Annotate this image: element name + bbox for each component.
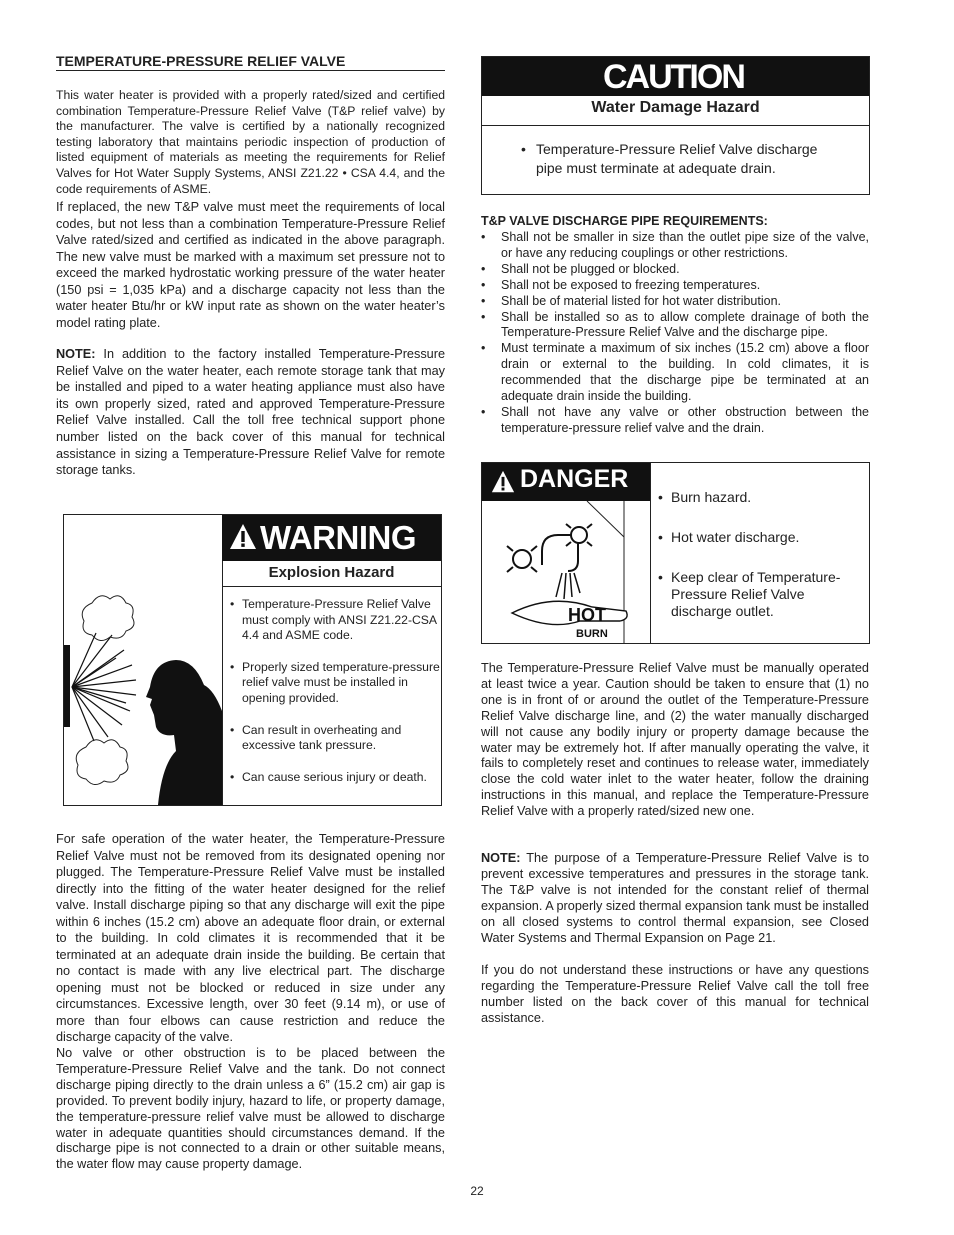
caution-subtitle: Water Damage Hazard (482, 96, 869, 126)
list-item: • Temperature-Pressure Relief Valve must comply with ANSI Z21.22-CSA 4.4 and ASME code. (230, 597, 442, 644)
caution-list (482, 126, 869, 177)
hot-water-illustration (482, 501, 650, 643)
hot-label: HOT (568, 605, 606, 625)
paragraph-note-remote (56, 346, 445, 479)
paragraph-note-purpose (481, 851, 869, 946)
paragraph-safe-operation: For safe operation of the water heater, the Temperature-Pressure Relief Valve must not be removed from its designated opening nor plugged. The Temperature-Pressure Relief Valve must be installed directly into the fitting of the water heater designed for the relief valve. Install discharge piping so that any discharge will exit the pipe within 6 inches (15.2 cm) above an adequate floor drain, or external to the building. In cold climates it is recommended that it be terminated at an adequate drain inside the building. Be certain that no contact is made with any live electrical part. The discharge opening must not be blocked or reduced in size under any circumstances. Excessive length, over 30 feet (9.14 m), or use of more than four elbows can cause restriction and reduce the discharge capacity of the valve. (56, 832, 445, 1044)
warning-banner (222, 515, 441, 561)
paragraph-questions: If you do not understand these instructions or have any questions regarding the Temperature-Pressure Relief Valve call the toll free number listed on the back cover of this manual for technical assistance. (481, 963, 869, 1025)
list-item: • Shall be installed so as to allow complete drainage of both the Temperature-Pressure Relief Valve and the discharge pipe. (481, 310, 869, 342)
list-item: • Shall not have any valve or other obstruction between the temperature-pressure relief valve and the drain. (481, 405, 869, 437)
list-item: • Shall not be exposed to freezing temperatures. (481, 278, 869, 294)
paragraph-replacement: If replaced, the new T&P valve must meet the requirements of local codes, but not less than a combination Temperature-Pressure Relief Valve rated/sized and certified as indicated in the above paragraph. The new valve must be marked with a maximum set pressure not to exceed the marked hydrostatic working pressure of the water heater (150 psi = 1,035 kPa) and a discharge capacity not less than the water heater Btu/hr or kW input rate as shown on the water heater’s model rating plate. (56, 200, 445, 330)
list-item: • Must terminate a maximum of six inches (15.2 cm) above a floor drain or external to the building. In cold climates, it is recommended that the discharge pipe be terminated at an adequate drain inside the building. (481, 341, 869, 405)
list-item: • Burn hazard. (658, 489, 858, 506)
danger-box (481, 462, 870, 644)
list-item: • Shall not be plugged or blocked. (481, 262, 869, 278)
paragraph-intro: This water heater is provided with a properly rated/sized and certified combination Temperature-Pressure Relief Valve (T&P relief valve) by the manufacturer. The valve is certified by a nationally recognized testing laboratory that maintains periodic inspection of production of listed equipment of materials as meeting the requirements for Relief Valves for Hot Water Supply Systems, ANSI Z21.22 • CSA 4.4, and the code requirements of ASME. (56, 88, 445, 196)
list-item: • Keep clear of Temperature-Pressure Relief Valve discharge outlet. (658, 569, 858, 620)
caution-banner: CAUTION (482, 57, 869, 96)
list-item: • Shall not be smaller in size than the outlet pipe size of the valve, or have any reducing couplings or other restrictions. (481, 230, 869, 262)
paragraph-manual-operation: The Temperature-Pressure Relief Valve must be manually operated at least twice a year. Caution should be taken to ensure that (1) no one is in front of or around the outlet of the Temperature-Pressure Relief Valve discharge line, and (2) the water manually discharged will not cause any bodily injury or property damage because the water may be extremely hot. If after manually operating the valve, it fails to completely reset and continues to release water, immediately close the cold water inlet to the water heater, follow the draining instructions in this manual, and replace the Temperature-Pressure Relief Valve with a properly rated/sized new one. (481, 661, 869, 819)
list-item: • Shall be of material listed for hot water distribution. (481, 294, 869, 310)
note-text: In addition to the factory installed Temperature-Pressure Relief Valve on the water heater, each remote storage tank that may be installed and piped to a water heating appliance must also have its own properly sized, rated and approved Temperature-Pressure Relief Valve installed. Call the toll free technical support phone number listed on the back cover of this manual for technical assistance in sizing a Temperature-Pressure Relief Valve for remote storage tanks. (56, 347, 445, 478)
paragraph-no-obstruction: No valve or other obstruction is to be placed between the Temperature-Pressure Relief Valve and the tank. Do not connect discharge piping directly to the drain unless a 6” (15.2 cm) air gap is provided. To prevent bodily injury, hazard to life, or property damage, the temperature-pressure relief valve must be allowed to discharge water in adequate quantities should circumstances demand. If the discharge pipe is not connected to a drain or other suitable means, the water flow may cause property damage. (56, 1046, 445, 1172)
warning-label: WARNING (260, 519, 416, 556)
warning-box (63, 514, 442, 806)
explosion-illustration (64, 515, 222, 805)
list-item: • Temperature-Pressure Relief Valve discharge pipe must terminate at adequate drain. (536, 140, 839, 177)
list-item: • Hot water discharge. (658, 529, 858, 546)
page-number: 22 (470, 1184, 484, 1198)
caution-box (481, 56, 870, 195)
warning-triangle-icon (229, 523, 257, 551)
burn-label: BURN (576, 628, 608, 640)
danger-illustration-panel (482, 463, 651, 643)
note-label: NOTE: (481, 851, 521, 865)
note-text: The purpose of a Temperature-Pressure Relief Valve is to prevent excessive temperatures and pressures in the storage tank. The T&P valve is not intended for the constant relief of thermal expansion. A properly sized thermal expansion tank must be installed on all closed systems to control thermal expansion, see Closed Water Systems and Thermal Expansion on Page 21. (481, 851, 869, 945)
danger-triangle-icon (491, 470, 515, 494)
requirements-title: T&P VALVE DISCHARGE PIPE REQUIREMENTS: (481, 214, 768, 228)
section-heading: TEMPERATURE-PRESSURE RELIEF VALVE (56, 53, 445, 71)
danger-banner (482, 463, 650, 501)
danger-label: DANGER (520, 465, 629, 493)
list-item: • Can result in overheating and excessive tank pressure. (230, 723, 442, 754)
warning-list (230, 597, 442, 801)
note-label: NOTE: (56, 347, 96, 361)
warning-divider (222, 561, 223, 805)
requirements-list (481, 230, 869, 437)
list-item: • Can cause serious injury or death. (230, 770, 442, 786)
list-item: • Properly sized temperature-pressure relief valve must be installed in opening provided. (230, 660, 442, 707)
warning-subtitle: Explosion Hazard (222, 561, 441, 587)
danger-list (658, 489, 858, 643)
